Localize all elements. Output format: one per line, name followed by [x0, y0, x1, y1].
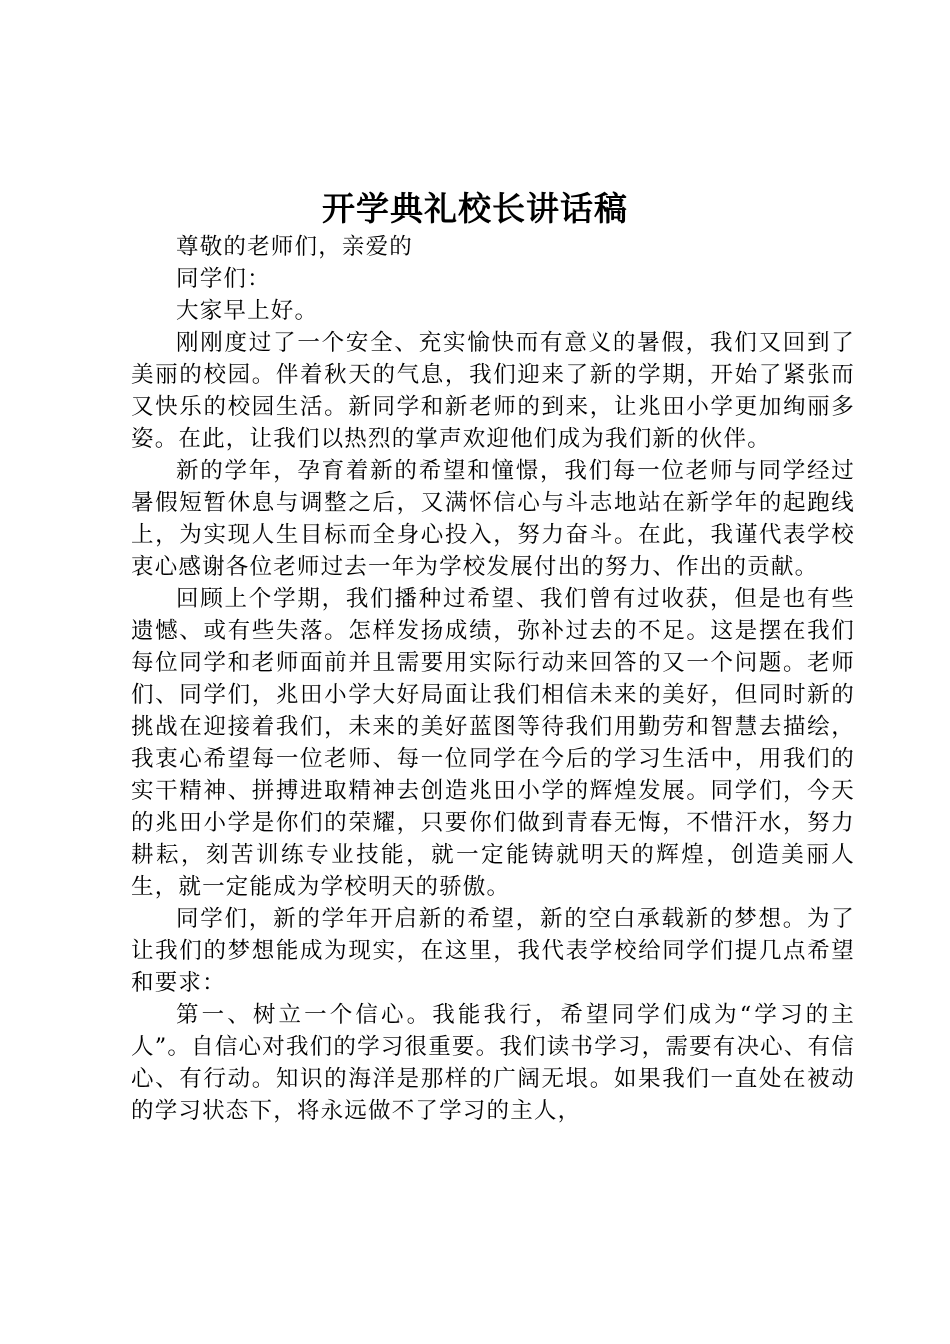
salutation-line: 尊敬的老师们，亲爱的: [176, 234, 414, 260]
greeting-line: 大家早上好。: [176, 298, 319, 324]
body-paragraph: 第一、树立一个信心。我能我行，希望同学们成为“学习的主人”。自信心对我们的学习很重要。我们读书学习，需要有决心、有信心、有行动。知识的海洋是那样的广阔无垠。如果我们一直处在被动的学习状态下，将永远做不了学习的主人，: [131, 1002, 855, 1124]
document-body: [131, 231, 855, 1127]
body-paragraph: 回顾上个学期，我们播种过希望、我们曾有过收获，但是也有些遗憾、或有些失落。怎样发扬成绩，弥补过去的不足。这是摆在我们每位同学和老师面前并且需要用实际行动来回答的又一个问题。老师们、同学们，兆田小学大好局面让我们相信未来的美好，但同时新的挑战在迎接着我们，未来的美好蓝图等待我们用勤劳和智慧去描绘，我衷心希望每一位老师、每一位同学在今后的学习生活中，用我们的实干精神、拼搏进取精神去创造兆田小学的辉煌发展。同学们，今天的兆田小学是你们的荣耀，只要你们做到青春无悔，不惜汗水，努力耕耘，刻苦训练专业技能，就一定能铸就明天的辉煌，创造美丽人生，就一定能成为学校明天的骄傲。: [131, 586, 855, 900]
body-paragraph: 新的学年，孕育着新的希望和憧憬，我们每一位老师与同学经过暑假短暂休息与调整之后，又满怀信心与斗志地站在新学年的起跑线上，为实现人生目标而全身心投入，努力奋斗。在此，我谨代表学校衷心感谢各位老师过去一年为学校发展付出的努力、作出的贡献。: [131, 458, 855, 580]
document-title: 开学典礼校长讲话稿: [322, 189, 628, 228]
body-paragraph: 刚刚度过了一个安全、充实愉快而有意义的暑假，我们又回到了美丽的校园。伴着秋天的气息，我们迎来了新的学期，开始了紧张而又快乐的校园生活。新同学和新老师的到来，让兆田小学更加绚丽多姿。在此，让我们以热烈的掌声欢迎他们成为我们新的伙伴。: [131, 330, 855, 452]
salutation-line: 同学们：: [176, 266, 271, 292]
body-paragraph: 同学们，新的学年开启新的希望，新的空白承载新的梦想。为了让我们的梦想能成为现实，在这里，我代表学校给同学们提几点希望和要求：: [131, 906, 855, 996]
